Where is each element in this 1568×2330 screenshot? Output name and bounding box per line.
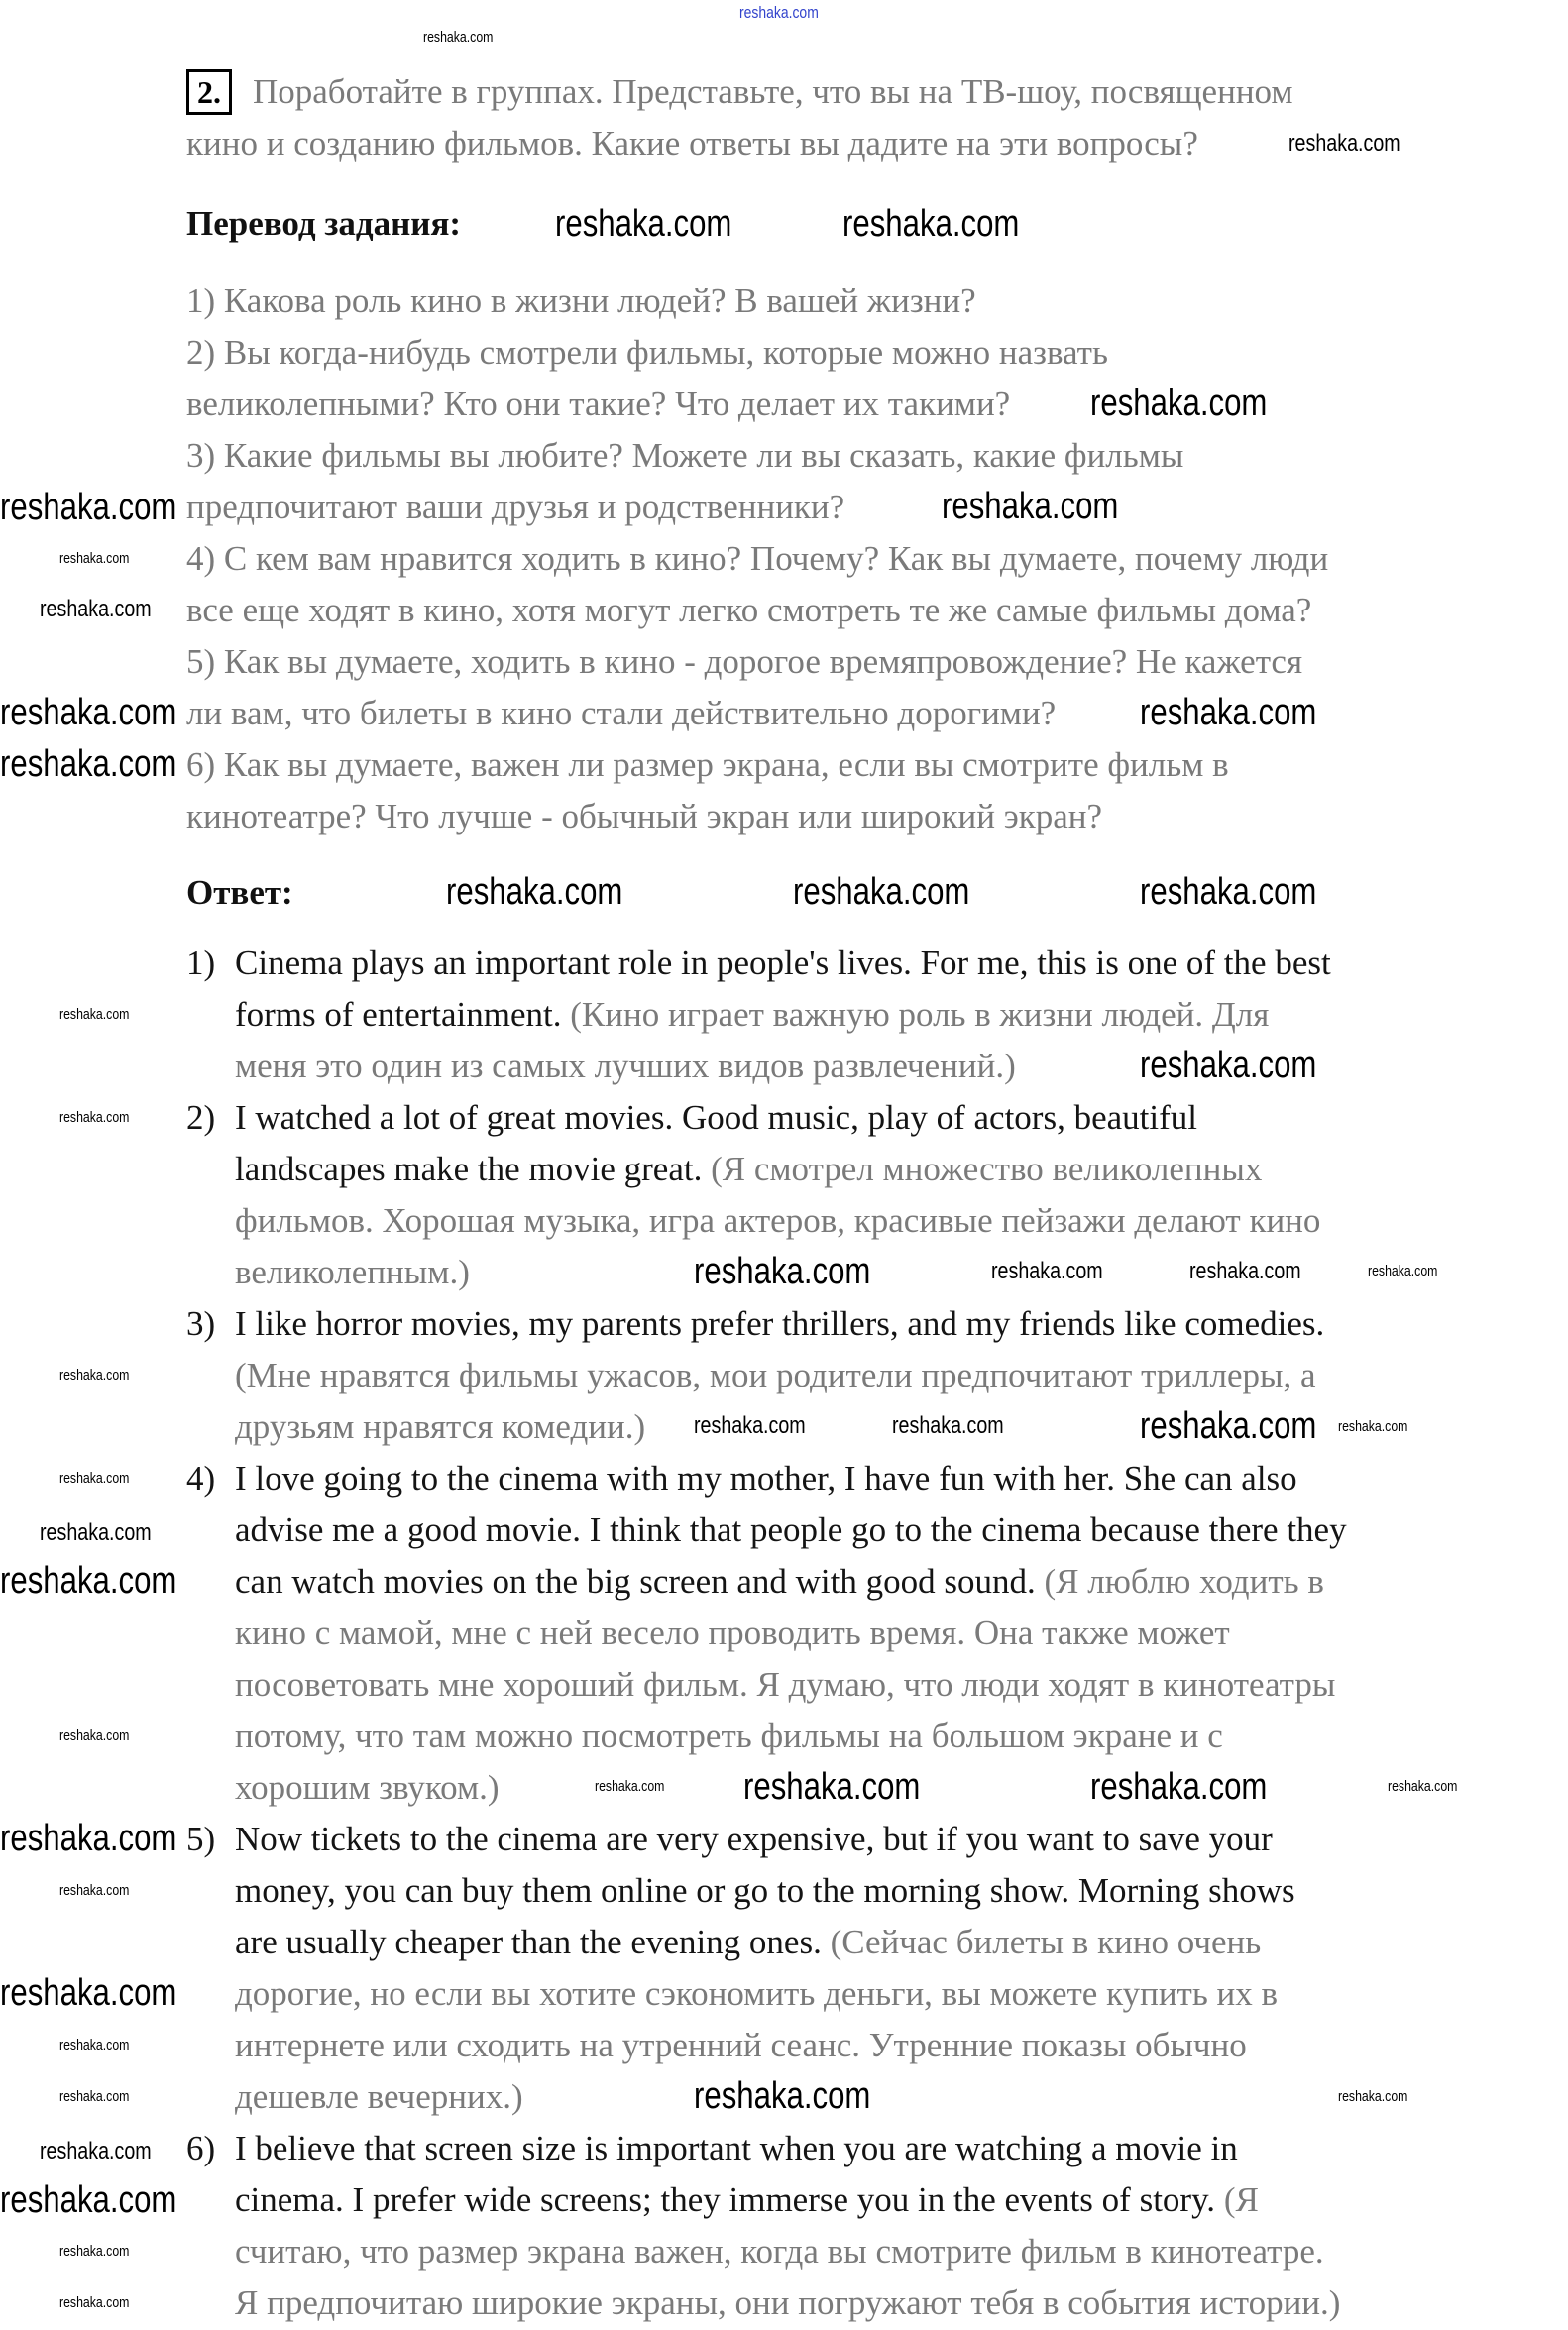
- answer-heading: Ответ:: [186, 873, 293, 912]
- answer-line: [235, 2020, 1247, 2071]
- answer-line: [235, 1401, 645, 1453]
- watermark-reshaka: reshaka.com: [40, 2138, 152, 2164]
- answer-russian-translation: дорогие, но если вы хотите сэкономить деньги, вы можете купить их в: [235, 1974, 1279, 2013]
- answer-english-text: landscapes make the movie great.: [235, 1150, 703, 1188]
- watermark-reshaka: reshaka.com: [743, 1766, 921, 1808]
- answer-line: [235, 1814, 1273, 1865]
- answer-line: [235, 1504, 1347, 1556]
- answer-line: [235, 989, 1269, 1041]
- answer-line: [235, 1711, 1223, 1762]
- translation-heading: Перевод задания:: [186, 204, 462, 243]
- answer-number: 4): [186, 1459, 216, 1498]
- watermark-reshaka: reshaka.com: [595, 1778, 665, 1795]
- answer-russian-translation: меня это один из самых лучших видов развлечений.): [235, 1047, 1016, 1085]
- watermark-reshaka: reshaka.com: [59, 1470, 130, 1487]
- translation-line: ли вам, что билеты в кино стали действительно дорогими?: [186, 694, 1057, 732]
- watermark-reshaka: reshaka.com: [59, 1727, 130, 1744]
- answer-russian-translation: кино с мамой, мне с ней весело проводить время. Она также может: [235, 1613, 1230, 1652]
- watermark-reshaka: reshaka.com: [991, 1258, 1103, 1284]
- answer-line: [235, 2174, 1259, 2226]
- answer-line: [235, 1144, 1262, 1195]
- answer-line: [235, 1659, 1335, 1711]
- answer-english-text: I like horror movies, my parents prefer thrillers, and my friends like comedies.: [235, 1304, 1325, 1343]
- watermark-reshaka: reshaka.com: [59, 1367, 130, 1384]
- watermark-reshaka: reshaka.com: [59, 2294, 130, 2311]
- answer-number: 5): [186, 1820, 216, 1858]
- answer-line: [235, 1195, 1320, 1247]
- answer-number: 1): [186, 943, 216, 982]
- answer-line: [235, 2123, 1238, 2174]
- answer-english-text: money, you can buy them online or go to the morning show. Morning shows: [235, 1871, 1295, 1910]
- answer-number: 3): [186, 1304, 216, 1343]
- watermark-reshaka: reshaka.com: [842, 203, 1020, 245]
- answer-line: [235, 1968, 1278, 2020]
- answer-russian-translation: великолепным.): [235, 1253, 470, 1291]
- answer-russian-translation: (Кино играет важную роль в жизни людей. Для: [561, 995, 1270, 1034]
- translation-line: 4) С кем вам нравится ходить в кино? Почему? Как вы думаете, почему люди: [186, 539, 1329, 578]
- watermark-reshaka: reshaka.com: [40, 596, 152, 622]
- watermark-reshaka: reshaka.com: [1140, 1045, 1317, 1086]
- task-text-line: Поработайте в группах. Представьте, что вы на ТВ-шоу, посвященном: [253, 72, 1293, 111]
- answer-line: [235, 1762, 500, 1814]
- watermark-reshaka: reshaka.com: [1140, 692, 1317, 733]
- watermark-reshaka: reshaka.com: [423, 29, 494, 46]
- answer-line: [235, 1917, 1261, 1968]
- answer-russian-translation: (Я: [1215, 2180, 1259, 2219]
- answer-line: [235, 1556, 1324, 1608]
- watermark-reshaka: reshaka.com: [1338, 1418, 1408, 1435]
- answer-english-text: I watched a lot of great movies. Good music, play of actors, beautiful: [235, 1098, 1197, 1137]
- answer-english-text: I love going to the cinema with my mother, I have fun with her. She can also: [235, 1459, 1297, 1498]
- answer-english-text: I believe that screen size is important when you are watching a movie in: [235, 2129, 1238, 2167]
- answer-english-text: advise me a good movie. I think that people go to the cinema because there they: [235, 1510, 1347, 1549]
- answer-english-text: forms of entertainment.: [235, 995, 562, 1034]
- answer-russian-translation: (Я люблю ходить в: [1035, 1562, 1324, 1601]
- answer-russian-translation: хорошим звуком.): [235, 1768, 500, 1807]
- watermark-reshaka: reshaka.com: [0, 692, 177, 733]
- watermark-reshaka: reshaka.com: [1090, 1766, 1268, 1808]
- translation-line: 1) Какова роль кино в жизни людей? В вашей жизни?: [186, 281, 976, 320]
- translation-line: кинотеатре? Что лучше - обычный экран или широкий экран?: [186, 797, 1103, 835]
- watermark-reshaka: reshaka.com: [59, 1006, 130, 1023]
- watermark-reshaka: reshaka.com: [739, 3, 819, 22]
- watermark-reshaka: reshaka.com: [1368, 1263, 1438, 1279]
- watermark-reshaka: reshaka.com: [1090, 383, 1268, 424]
- watermark-reshaka: reshaka.com: [694, 1412, 806, 1439]
- watermark-reshaka: reshaka.com: [0, 1560, 177, 1602]
- answer-line: [235, 1350, 1316, 1401]
- answer-line: [235, 1092, 1197, 1144]
- task-number-box: 2.: [186, 69, 232, 115]
- watermark-reshaka: reshaka.com: [0, 487, 177, 528]
- watermark-reshaka: reshaka.com: [59, 2088, 130, 2105]
- watermark-reshaka: reshaka.com: [942, 486, 1119, 527]
- translation-line: 3) Какие фильмы вы любите? Можете ли вы сказать, какие фильмы: [186, 436, 1184, 475]
- answer-english-text: are usually cheaper than the evening ones.: [235, 1923, 822, 1961]
- watermark-reshaka: reshaka.com: [59, 2037, 130, 2053]
- answer-number: 2): [186, 1098, 216, 1137]
- answer-english-text: Now tickets to the cinema are very expensive, but if you want to save your: [235, 1820, 1273, 1858]
- translation-line: 2) Вы когда-нибудь смотрели фильмы, которые можно назвать: [186, 333, 1108, 372]
- translation-line: все еще ходят в кино, хотя могут легко смотреть те же самые фильмы дома?: [186, 591, 1312, 629]
- answer-russian-translation: считаю, что размер экрана важен, когда вы смотрите фильм в кинотеатре.: [235, 2232, 1324, 2271]
- answer-line: [235, 2071, 523, 2123]
- translation-line: великолепными? Кто они такие? Что делает их такими?: [186, 385, 1011, 423]
- answer-russian-translation: дешевле вечерних.): [235, 2077, 523, 2116]
- answer-line: [235, 938, 1331, 989]
- answer-line: [235, 2226, 1324, 2277]
- answer-line: [235, 1247, 470, 1298]
- watermark-reshaka: reshaka.com: [59, 2243, 130, 2260]
- watermark-reshaka: reshaka.com: [446, 871, 623, 913]
- watermark-reshaka: reshaka.com: [1140, 1405, 1317, 1447]
- answer-russian-translation: друзьям нравятся комедии.): [235, 1407, 646, 1446]
- watermark-reshaka: reshaka.com: [1338, 2088, 1408, 2105]
- watermark-reshaka: reshaka.com: [0, 1818, 177, 1859]
- answer-line: [235, 1453, 1297, 1504]
- watermark-reshaka: reshaka.com: [1388, 1778, 1458, 1795]
- answer-russian-translation: фильмов. Хорошая музыка, игра актеров, красивые пейзажи делают кино: [235, 1201, 1321, 1240]
- watermark-reshaka: reshaka.com: [694, 1251, 871, 1292]
- watermark-reshaka: reshaka.com: [1288, 130, 1400, 157]
- answer-line: [235, 1865, 1295, 1917]
- watermark-reshaka: reshaka.com: [1189, 1258, 1301, 1284]
- answer-english-text: cinema. I prefer wide screens; they immerse you in the events of story.: [235, 2180, 1216, 2219]
- watermark-reshaka: reshaka.com: [1140, 871, 1317, 913]
- watermark-reshaka: reshaka.com: [59, 1882, 130, 1899]
- answer-russian-translation: (Я смотрел множество великолепных: [702, 1150, 1263, 1188]
- answer-number: 6): [186, 2129, 216, 2167]
- answer-english-text: can watch movies on the big screen and with good sound.: [235, 1562, 1036, 1601]
- answer-line: [235, 2277, 1340, 2329]
- watermark-reshaka: reshaka.com: [892, 1412, 1004, 1439]
- answer-line: [235, 1298, 1324, 1350]
- watermark-reshaka: reshaka.com: [0, 2179, 177, 2221]
- watermark-reshaka: reshaka.com: [0, 1972, 177, 2014]
- watermark-reshaka: reshaka.com: [59, 550, 130, 567]
- watermark-reshaka: reshaka.com: [694, 2075, 871, 2117]
- watermark-reshaka: reshaka.com: [59, 1109, 130, 1126]
- task-text-line: кино и созданию фильмов. Какие ответы вы дадите на эти вопросы?: [186, 124, 1198, 163]
- translation-line: 6) Как вы думаете, важен ли размер экрана, если вы смотрите фильм в: [186, 745, 1229, 784]
- answer-russian-translation: интернете или сходить на утренний сеанс. Утренние показы обычно: [235, 2026, 1247, 2064]
- answer-line: [235, 1608, 1230, 1659]
- answer-russian-translation: (Мне нравятся фильмы ужасов, мои родители предпочитают триллеры, а: [235, 1356, 1316, 1394]
- watermark-reshaka: reshaka.com: [0, 743, 177, 785]
- answer-russian-translation: потому, что там можно посмотреть фильмы на большом экране и с: [235, 1717, 1223, 1755]
- answer-russian-translation: Я предпочитаю широкие экраны, они погружают тебя в события истории.): [235, 2283, 1341, 2322]
- watermark-reshaka: reshaka.com: [793, 871, 970, 913]
- answer-russian-translation: (Сейчас билеты в кино очень: [821, 1923, 1262, 1961]
- watermark-reshaka: reshaka.com: [555, 203, 732, 245]
- translation-line: предпочитают ваши друзья и родственники?: [186, 488, 845, 526]
- answer-russian-translation: посоветовать мне хороший фильм. Я думаю, что люди ходят в кинотеатры: [235, 1665, 1336, 1704]
- answer-line: [235, 1041, 1016, 1092]
- translation-line: 5) Как вы думаете, ходить в кино - дорогое времяпровождение? Не кажется: [186, 642, 1303, 681]
- watermark-reshaka: reshaka.com: [40, 1519, 152, 1546]
- answer-english-text: Cinema plays an important role in people's lives. For me, this is one of the best: [235, 943, 1331, 982]
